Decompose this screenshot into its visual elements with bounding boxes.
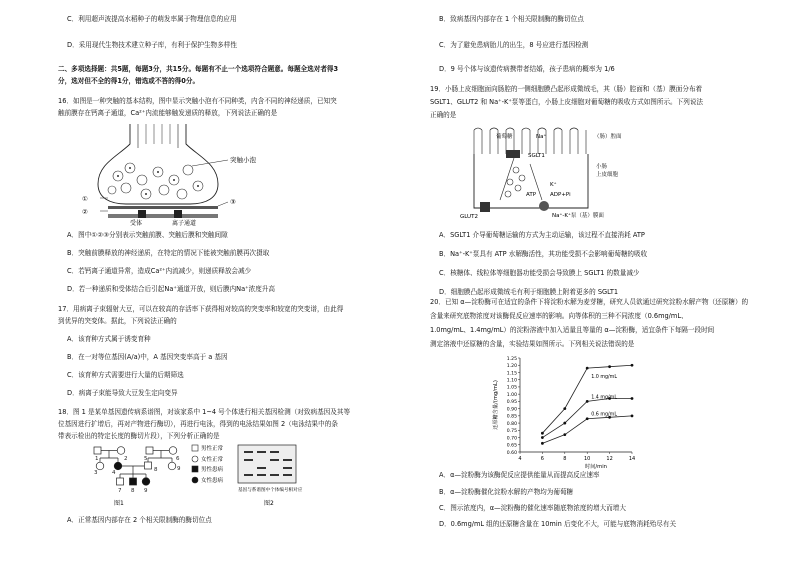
data-point (586, 417, 589, 420)
y-tick-label: 1.05 (506, 385, 517, 391)
q18-stem-cont: 位基因进行扩增后，再对产物进行酶切），再进行电泳，得到的电泳结果如图 2（电泳结果中的条 (58, 420, 338, 428)
lumen-label: （肠）腔面 (594, 134, 622, 140)
x-tick-label: 4 (518, 456, 522, 462)
svg-text:4: 4 (112, 470, 116, 476)
base-label: Na⁺-K⁺泵（基）膜面 (552, 213, 604, 219)
svg-text:9: 9 (177, 466, 181, 472)
receptor-label: 受体 (130, 220, 143, 226)
data-point (631, 364, 634, 367)
q18-option-a: A．正常基因内部存在 2 个相关限制酶的酶切位点 (67, 516, 212, 524)
series-label-2: 0.6 mg/mL (591, 412, 618, 418)
data-point (563, 422, 566, 425)
q16-option-d: D．若一种递质和受体结合后引起Na⁺通道开放，则后膜内Na⁺浓度升高 (67, 285, 276, 293)
q20-option-c: C．图示浓度内，α—淀粉酶的催化速率随底物浓度的增大而增大 (439, 504, 626, 512)
y-tick-label: 1.15 (506, 371, 517, 377)
series-label-1: 1.4 mg/mL (591, 395, 618, 401)
synapse-figure (78, 122, 278, 226)
data-point (631, 397, 634, 400)
data-point (541, 436, 544, 439)
vesicle-label: 突触小泡 (230, 156, 256, 164)
q15-option-d: D．采用现代生物技术建立种子库，有利于保护生物多样性 (67, 41, 237, 49)
section-heading: 二、多项选择题：共5题，每题3分，共15分。每题有不止一个选项符合题意。每题全选对者得3 (58, 65, 339, 73)
label-1: ① (82, 195, 88, 203)
q18-option-d: D．9 号个体与该遗传病携带者结婚，孩子患病的概率为 1/6 (439, 65, 615, 73)
q20-option-a: A．α—淀粉酶为该酶促反应提供能量从而提高反应速率 (439, 471, 600, 479)
legend-male-affected: 男性患病 (201, 467, 224, 473)
q19-option-d: D．细胞膜凸起形成微绒毛有利于细胞膜上附着更多的 SGLT1 (439, 288, 619, 296)
ion-channel-label: 离子通道 (172, 220, 197, 226)
q16-option-a: A．图中①②③分别表示突触前膜、突触后膜和突触间隙 (67, 231, 228, 239)
atp-label: ATP (526, 192, 537, 198)
q19-stem-cont: SGLT1、GLUT2 和 Na⁺-K⁺泵等蛋白，小肠上皮细胞对葡萄糖的吸收方式如图所示。下列说法 (430, 98, 704, 106)
data-point (586, 367, 589, 370)
q16-option-c: C．若钙离子通道异常，造成Ca²⁺内流减少，则递质释放会减少 (67, 267, 252, 275)
x-tick-label: 12 (606, 456, 613, 462)
x-tick-label: 8 (563, 456, 567, 462)
fig2-caption-text: 基因与系谱图中个体编号相对应 (238, 488, 303, 493)
y-tick-label: 0.85 (506, 414, 517, 420)
svg-text:9: 9 (144, 488, 148, 494)
legend-female-affected: 女性患病 (201, 478, 224, 484)
q19-option-c: C．核糖体、线粒体等细胞器功能受损会导致膜上 SGLT1 的数量减少 (439, 269, 640, 277)
q18-stem: 18．图 1 是某单基因遗传病系谱图，对该家系中 1~4 号个体进行相关基因检测（对致病基因及其等 (58, 408, 351, 416)
data-point (563, 407, 566, 410)
q20-stem: 20．已知 α—淀粉酶可在适宜的条件下将淀粉水解为麦芽糖，研究人员欲通过研究淀粉水解产物（还原糖）的 (430, 298, 749, 306)
data-point (541, 432, 544, 435)
svg-text:3: 3 (94, 470, 98, 476)
q20-option-d: D．0.6mg/mL 组的还原糖含量在 10min 后变化不大，可能与底物消耗殆尽有关 (439, 520, 677, 528)
q20-stem-cont: 含量来研究底物浓度对该酶促反应速率的影响。向等体积的三种不同浓度（0.6mg/mL、 (430, 312, 688, 320)
y-tick-label: 0.80 (506, 421, 517, 427)
y-tick-label: 0.75 (506, 429, 517, 435)
glucose-label: 葡萄糖 (496, 134, 513, 140)
svg-text:8: 8 (131, 488, 135, 494)
svg-text:8: 8 (154, 467, 158, 473)
y-tick-label: 1.00 (506, 392, 517, 398)
fig2-caption: 图2 (264, 500, 274, 507)
data-point (563, 433, 566, 436)
q18-stem-cont2: 带表示检出的特定长度的酶切片段），下列分析正确的是 (58, 432, 220, 440)
svg-text:5: 5 (144, 456, 148, 462)
k-label: K⁺ (550, 182, 557, 188)
svg-text:7: 7 (118, 488, 122, 494)
sglt1-label: SGLT1 (528, 153, 545, 159)
y-tick-label: 1.10 (506, 378, 517, 384)
series-line-0 (542, 365, 632, 433)
y-tick-label: 0.90 (506, 407, 517, 413)
cell-label-2: 上皮细胞 (596, 172, 619, 178)
q17-option-a: A．该育种方式属于诱变育种 (67, 335, 151, 343)
pedigree-figure (88, 443, 338, 513)
svg-text:2: 2 (124, 456, 128, 462)
q15-option-c: C．利用超声波提高水稻种子的萌发率属于物理信息的应用 (67, 15, 237, 23)
y-tick-label: 1.25 (506, 356, 517, 362)
data-point (586, 400, 589, 403)
data-point (541, 442, 544, 445)
q20-stem-cont2: 1.0mg/mL、1.4mg/mL）的淀粉溶液中加入适量且等量的 α—淀粉酶，适宜条件下每隔一段时间 (430, 326, 715, 334)
y-tick-label: 0.95 (506, 400, 517, 406)
cell-transport-figure (460, 124, 650, 220)
svg-text:1: 1 (95, 456, 99, 462)
section-heading-cont: 分，选对但不全的得1分，错选或不答的得0分。 (58, 77, 200, 85)
q17-option-b: B．在一对等位基因(A/a)中，A 基因突变率高于 a 基因 (67, 353, 228, 361)
x-axis-label: 时间/min (585, 464, 607, 470)
label-3: ③ (230, 198, 236, 206)
x-tick-label: 14 (628, 456, 636, 462)
data-point (608, 365, 611, 368)
svg-text:6: 6 (176, 456, 180, 462)
q20-stem-cont3: 测定溶液中还原糖的含量，实验结果如图所示。下列相关说法错误的是 (430, 340, 635, 348)
y-tick-label: 0.65 (506, 443, 517, 449)
label-2: ② (82, 208, 88, 216)
y-tick-label: 1.20 (506, 364, 517, 370)
legend-male-normal: 男性正常 (201, 446, 224, 452)
enzyme-line-chart (490, 352, 640, 472)
cell-label-1: 小肠 (596, 164, 608, 170)
data-point (631, 414, 634, 417)
q19-option-b: B．Na⁺-K⁺泵具有 ATP 水解酶活性，其功能受损不会影响葡萄糖的吸收 (439, 250, 648, 258)
legend-female-normal: 女性正常 (201, 457, 224, 463)
y-tick-label: 0.60 (506, 450, 517, 456)
q17-option-d: D．病离子束能导致大豆发生定向变异 (67, 389, 178, 397)
q17-stem-cont: 到优异的突变体。据此，下列说法正确的 (58, 317, 177, 325)
q16-stem: 16．如图是一种突触的基本结构，图中显示突触小泡有不同种类，内含不同的神经递质，已知突 (58, 97, 337, 105)
q19-stem-cont2: 正确的是 (430, 111, 457, 119)
q18-option-c: C．为了避免患病胎儿的出生，8 号应进行基因检测 (439, 41, 589, 49)
fig1-caption: 图1 (114, 500, 124, 507)
q19-stem: 19．小肠上皮细胞面向肠腔的一侧细胞膜凸起形成微绒毛，其（肠）腔面和（基）膜面分布着 (430, 85, 703, 93)
y-tick-label: 0.70 (506, 436, 517, 442)
x-tick-label: 6 (540, 456, 544, 462)
q16-option-b: B．突触前膜释放的神经递质，在特定的情况下能被突触前膜再次摄取 (67, 249, 270, 257)
q16-stem-cont: 触前膜存在钙离子通道，Ca²⁺内流能够触发递质的释放，下列说法正确的是 (58, 109, 278, 117)
glut2-label: GLUT2 (460, 214, 478, 220)
y-axis-label: 还原糖含量/(mg/mL) (493, 380, 499, 430)
series-label-0: 1.0 mg/mL (591, 375, 618, 381)
q17-option-c: C．该育种方式需要进行大量的后期筛选 (67, 371, 184, 379)
gel-panel (238, 445, 296, 483)
q18-option-b: B．致病基因内部存在 1 个相关限制酶的酶切位点 (439, 15, 584, 23)
q20-option-b: B．α—淀粉酶催化淀粉水解的产物均为葡萄糖 (439, 488, 574, 496)
na-label: Na⁺ (536, 134, 547, 140)
adp-label: ADP+Pi (550, 192, 571, 198)
x-tick-label: 10 (584, 456, 591, 462)
q19-option-a: A．SGLT1 介导葡萄糖运输的方式为主动运输，该过程不直接消耗 ATP (439, 231, 645, 239)
q17-stem: 17．用病离子束辐射大豆，可以在较高的存活率下获得相对较高的突变率和较宽的突变谱，由此得 (58, 305, 344, 313)
